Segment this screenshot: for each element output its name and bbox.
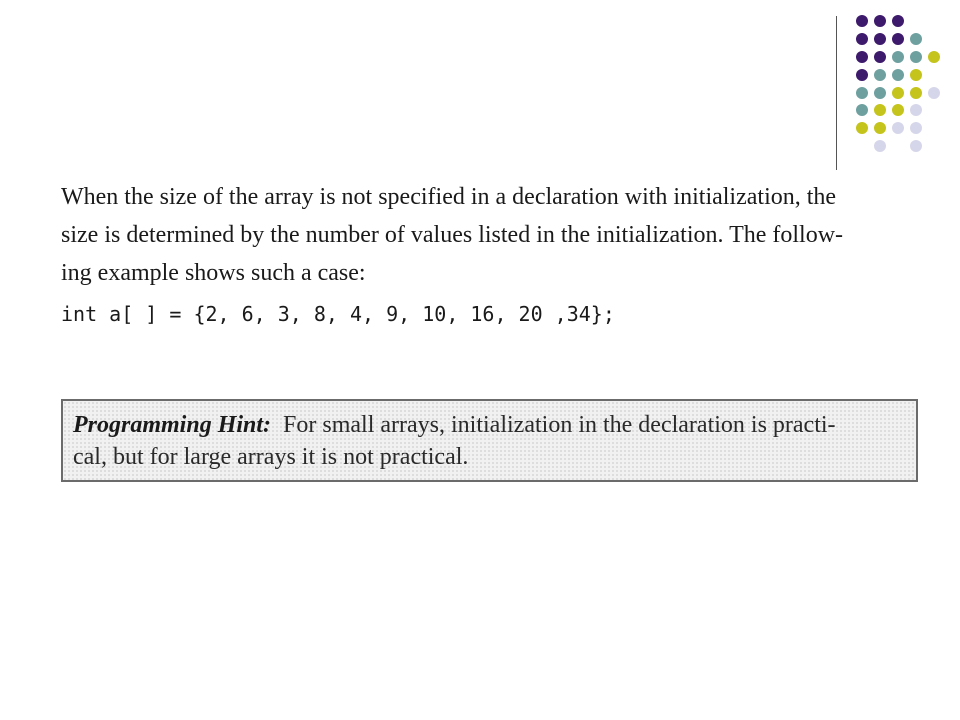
dot-teal	[892, 51, 904, 63]
programming-hint-box	[61, 399, 918, 482]
dot-lavender	[874, 140, 886, 152]
dot-purple	[856, 69, 868, 81]
hint-line-2: cal, but for large arrays it is not practical.	[73, 444, 469, 470]
dot-olive	[856, 122, 868, 134]
dot-purple	[856, 15, 868, 27]
hint-line-1-text: For small arrays, initialization in the declaration is practi-	[283, 412, 836, 438]
dot-teal	[910, 51, 922, 63]
dot-teal	[910, 33, 922, 45]
dot-lavender	[910, 122, 922, 134]
code-example: int a[ ] = {2, 6, 3, 8, 4, 9, 10, 16, 20 ,34};	[61, 302, 615, 326]
dot-teal	[892, 69, 904, 81]
dot-lavender	[910, 140, 922, 152]
dot-purple	[874, 51, 886, 63]
paragraph-line-3: ing example shows such a case:	[61, 260, 366, 286]
hint-text	[73, 409, 913, 473]
dot-purple	[856, 33, 868, 45]
dot-olive	[892, 104, 904, 116]
dot-olive	[928, 51, 940, 63]
dot-lavender	[910, 104, 922, 116]
dot-purple	[892, 33, 904, 45]
dot-lavender	[928, 87, 940, 99]
dot-olive	[892, 87, 904, 99]
body-paragraph	[61, 178, 931, 292]
dot-purple	[874, 33, 886, 45]
dot-purple	[874, 15, 886, 27]
dot-purple	[856, 51, 868, 63]
dot-purple	[892, 15, 904, 27]
paragraph-line-1: When the size of the array is not specified in a declaration with initialization, the	[61, 184, 837, 210]
dot-olive	[910, 69, 922, 81]
dot-lavender	[892, 122, 904, 134]
dot-olive	[874, 104, 886, 116]
paragraph-line-2: size is determined by the number of values listed in the initialization. The follow-	[61, 222, 844, 248]
dot-teal	[856, 87, 868, 99]
dot-teal	[874, 69, 886, 81]
dot-olive	[910, 87, 922, 99]
dot-teal	[874, 87, 886, 99]
vertical-divider	[836, 16, 837, 170]
dot-teal	[856, 104, 868, 116]
dot-olive	[874, 122, 886, 134]
hint-line-1	[73, 409, 913, 441]
hint-label: Programming Hint:	[73, 412, 272, 438]
